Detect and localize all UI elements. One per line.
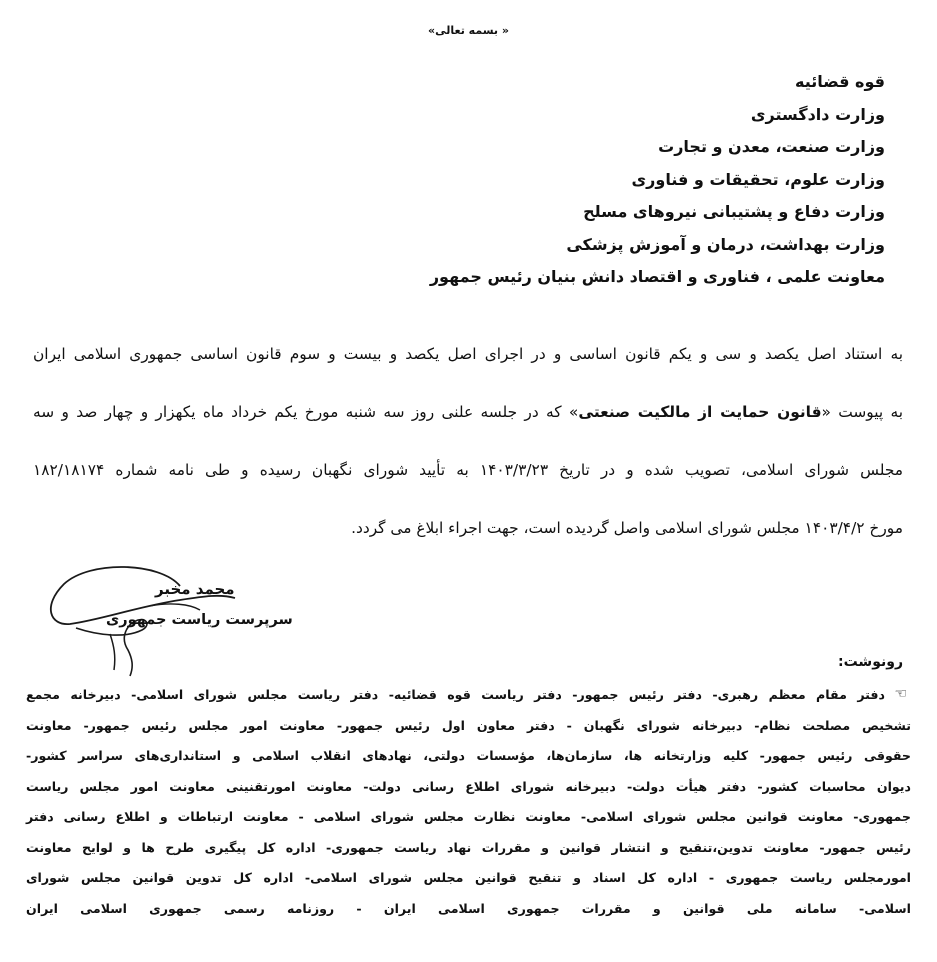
body-line: مورخ ۱۴۰۳/۴/۲ مجلس شورای اسلامی واصل گردیده است، جهت اجراء ابلاغ می گردد. [351,519,903,537]
recipient-item: وزارت دفاع و پشتیبانی نیروهای مسلح [583,202,885,221]
recipient-item: قوه قضائیه [794,72,885,91]
cc-line: جمهوری- معاونت قوانین مجلس شورای اسلامی- معاونت نظارت مجلس شورای اسلامی - معاونت ارتباطات و اطلاع رسانی دفتر [26,809,911,824]
signature-block [30,566,293,686]
basmala-header: « بسمه تعالی» [428,24,509,37]
cc-list [26,680,911,924]
signer-title: سرپرست ریاست جمهوری [106,612,293,628]
signer-name: محمد مخبر [155,580,235,598]
cc-line: حقوقی رئیس جمهور- کلیه وزارتخانه ها، سازمان‌ها، مؤسسات دولتی، نهادهای انقلاب اسلامی و استانداری‌های سراسر کشور- [26,748,911,763]
body-text-fragment: » که در جلسه علنی روز سه شنبه مورخ یکم خرداد ماه یکهزار و چهار صد و سه [33,403,579,421]
pointing-hand-icon: ☜ [894,686,907,702]
cc-line: دیوان محاسبات کشور- دفتر هیأت دولت- دبیرخانه شورای اطلاع رسانی دولت- معاونت امورتقنینی معاونت امور مجلس ریاست [26,778,911,794]
recipient-item: وزارت دادگستری [750,104,885,124]
recipient-item: معاونت علمی ، فناوری و اقتصاد دانش بنیان رئیس جمهور [429,267,885,286]
cc-line: امورمجلس ریاست جمهوری - اداره کل اسناد و تنقیح قوانین مجلس شورای اسلامی- اداره کل تدوین قوانین مجلس شورای [26,870,911,885]
recipient-item: وزارت صنعت، معدن و تجارت [658,137,885,156]
cc-line: اسلامی- سامانه ملی قوانین و مقررات جمهوری اسلامی ایران - روزنامه رسمی جمهوری اسلامی ایران [26,900,911,916]
recipients-list [385,66,885,294]
cc-label: رونوشت: [838,654,903,670]
body-line [33,392,903,450]
body-line: به استناد اصل یکصد و سی و یکم قانون اساسی و در اجرای اصل یکصد و بیست و سوم قانون اساسی جمهوری اسلامی ایران [33,345,903,363]
letter-body [33,334,903,566]
body-text-fragment: به پیوست « [821,403,904,421]
recipient-item: وزارت بهداشت، درمان و آموزش پزشکی [566,234,885,254]
recipient-item: وزارت علوم، تحقیقات و فناوری [631,169,885,189]
cc-line: رئیس جمهور- معاونت تدوین،تنقیح و انتشار قوانین و مقررات نهاد ریاست جمهوری- اداره کل پیگیری طرح ها و لوایح معاونت [26,839,911,855]
cc-line: دفتر مقام معظم رهبری- دفتر رئیس جمهور- دفتر ریاست قوه قضائیه- دفتر ریاست مجلس شورای اسلامی- دبیرخانه مجمع [26,687,885,702]
body-line: مجلس شورای اسلامی، تصویب شده و در تاریخ ۱۴۰۳/۳/۲۳ به تأیید شورای نگهبان رسیده و طی نامه شماره ۱۸۲/۱۸۱۷۴ [33,461,903,479]
law-title: قانون حمایت از مالکیت صنعتی [578,403,822,421]
cc-line: تشخیص مصلحت نظام- دبیرخانه شورای نگهبان - دفتر معاون اول رئیس جمهور- معاونت امور مجلس رئیس جمهور- معاونت [26,717,911,733]
